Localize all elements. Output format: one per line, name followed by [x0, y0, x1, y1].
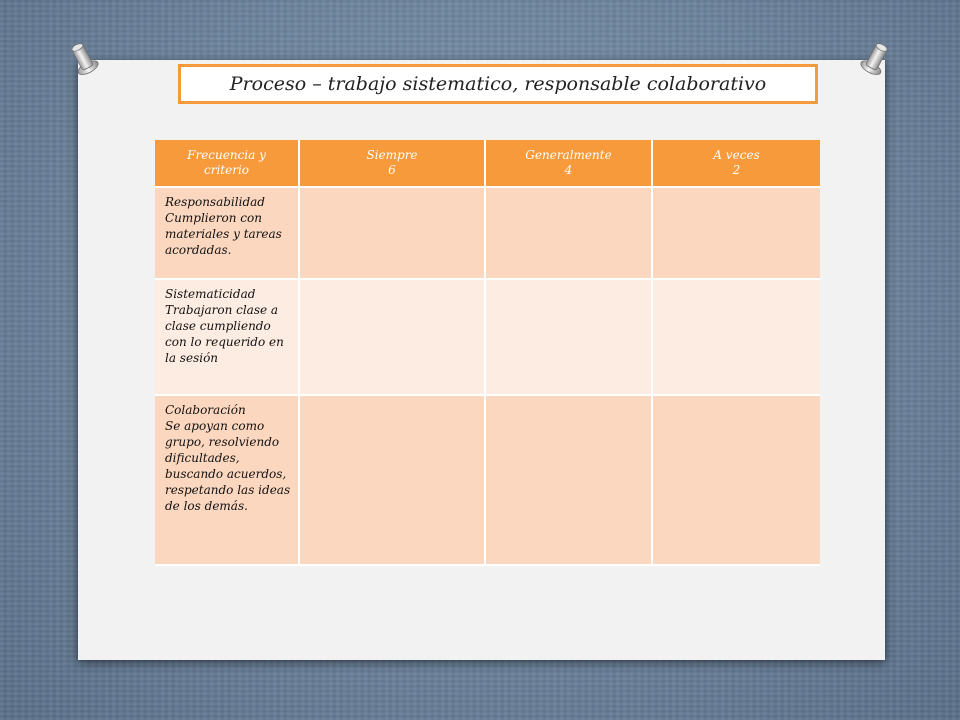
title-box: [178, 64, 818, 104]
score-cell: [486, 280, 653, 396]
header-line: Generalmente: [525, 148, 612, 162]
table-row: [155, 280, 820, 396]
criterion-title: Responsabilidad: [165, 195, 265, 209]
score-cell: [300, 396, 486, 566]
criterion-title: Sistematicidad: [165, 287, 256, 301]
criterion-cell: [155, 188, 300, 280]
score-cell: [653, 188, 820, 280]
score-cell: [653, 396, 820, 566]
header-line: criterio: [203, 163, 250, 177]
score-cell: [653, 280, 820, 396]
header-row: [155, 140, 820, 188]
header-score: 2: [732, 163, 741, 177]
header-score: 6: [388, 163, 396, 177]
header-line: Siempre: [366, 148, 418, 162]
header-line: A veces: [713, 148, 760, 162]
table-row: [155, 188, 820, 280]
header-score: 4: [564, 163, 573, 177]
criterion-description: Cumplieron con materiales y tareas acordadas.: [165, 211, 282, 257]
header-line: Frecuencia y: [187, 148, 266, 162]
criterion-cell: [155, 280, 300, 396]
criterion-description: Trabajaron clase a clase cumpliendo con lo requerido en la sesión: [165, 303, 284, 365]
score-cell: [300, 188, 486, 280]
criterion-cell: [155, 396, 300, 566]
score-cell: [300, 280, 486, 396]
score-cell: [486, 188, 653, 280]
header-criterio: [155, 140, 300, 188]
header-siempre: [300, 140, 486, 188]
criterion-title: Colaboración: [165, 403, 246, 417]
score-cell: [486, 396, 653, 566]
slide-title: Proceso – trabajo sistematico, responsable colaborativo: [229, 73, 767, 95]
rubric-table: [155, 140, 820, 566]
header-generalmente: [486, 140, 653, 188]
criterion-description: Se apoyan como grupo, resolviendo dificultades, buscando acuerdos, respetando las ideas de los demás.: [165, 419, 291, 513]
header-a-veces: [653, 140, 820, 188]
table-row: [155, 396, 820, 566]
